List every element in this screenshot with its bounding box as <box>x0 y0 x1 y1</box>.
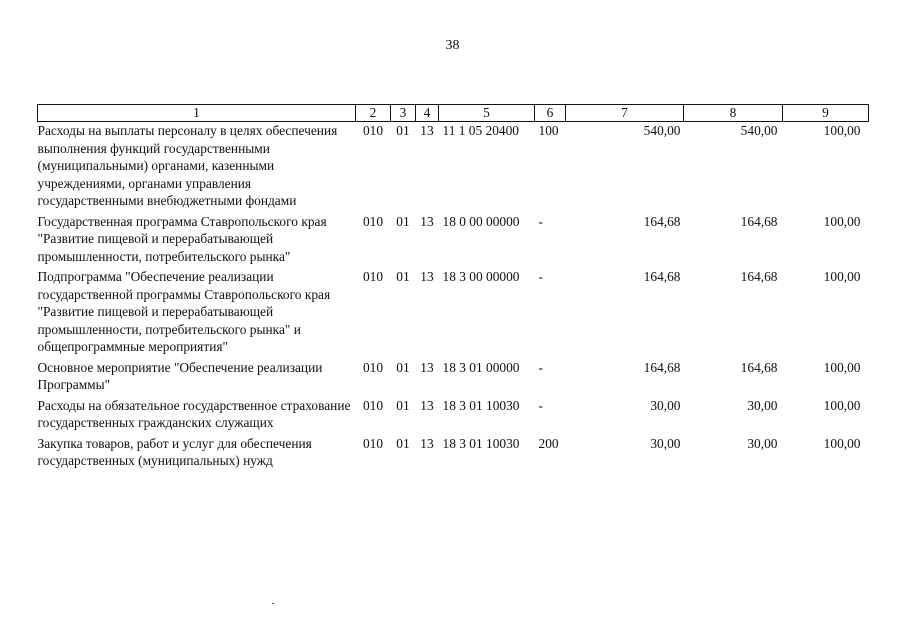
page-number: 38 <box>445 38 460 53</box>
row-subsection-code: 13 <box>420 397 434 413</box>
row-expense-type: - <box>538 359 543 375</box>
row-section-code: 01 <box>396 269 410 284</box>
row-amount-planned: 164,68 <box>643 359 681 375</box>
row-ministry-code: 010 <box>362 123 384 138</box>
row-name: Подпрограмма "Обеспечение реализации государственной программы Ставропольского края "Развитие пищевой и перерабатывающей промышленности, потребительского рынка" и общепрограммные мероприятия" <box>37 269 331 354</box>
row-target-article: 11 1 05 20400 <box>442 123 519 138</box>
row-percent: 100,00 <box>823 359 861 375</box>
row-name: Закупка товаров, работ и услуг для обеспечения государственных (муниципальных) нужд <box>37 435 312 468</box>
row-section-code: 01 <box>396 435 410 451</box>
column-header-1: 1 <box>38 105 356 122</box>
header-row <box>38 105 869 122</box>
row-expense-type: - <box>538 213 543 229</box>
column-header-5: 5 <box>439 105 535 122</box>
row-expense-type: 200 <box>538 435 559 451</box>
row-amount-planned: 164,68 <box>643 269 681 284</box>
row-amount-executed: 164,68 <box>740 359 778 375</box>
row-expense-type: - <box>538 397 543 413</box>
row-ministry-code: 010 <box>362 435 384 451</box>
row-amount-planned: 30,00 <box>650 435 681 451</box>
column-header-4: 4 <box>416 105 439 122</box>
table-row <box>38 268 869 359</box>
row-percent: 100,00 <box>823 435 861 451</box>
column-header-3: 3 <box>391 105 416 122</box>
row-expense-type: - <box>538 269 543 284</box>
row-amount-planned: 30,00 <box>650 397 681 413</box>
row-ministry-code: 010 <box>362 397 384 413</box>
row-target-article: 18 3 01 10030 <box>442 397 520 413</box>
column-header-2: 2 <box>356 105 391 122</box>
row-target-article: 18 3 01 00000 <box>442 359 520 375</box>
row-amount-planned: 540,00 <box>643 123 681 138</box>
table-row <box>38 359 869 397</box>
row-ministry-code: 010 <box>362 213 384 229</box>
row-subsection-code: 13 <box>420 359 434 375</box>
row-percent: 100,00 <box>823 397 861 413</box>
row-amount-executed: 164,68 <box>740 269 778 284</box>
row-section-code: 01 <box>396 359 410 375</box>
row-section-code: 01 <box>396 397 410 413</box>
row-amount-executed: 164,68 <box>740 213 778 229</box>
row-subsection-code: 13 <box>420 435 434 451</box>
row-subsection-code: 13 <box>420 269 434 284</box>
table-body <box>38 122 869 473</box>
row-subsection-code: 13 <box>420 213 434 229</box>
row-percent: 100,00 <box>823 213 861 229</box>
row-section-code: 01 <box>396 123 410 138</box>
table-row <box>38 435 869 473</box>
row-amount-executed: 540,00 <box>740 123 778 138</box>
column-header-8: 8 <box>684 105 783 122</box>
row-expense-type: 100 <box>538 123 559 138</box>
row-target-article: 18 0 00 00000 <box>442 213 520 229</box>
row-target-article: 18 3 01 10030 <box>442 435 520 451</box>
column-header-9: 9 <box>783 105 869 122</box>
scan-speck <box>272 603 274 604</box>
budget-table <box>37 104 869 473</box>
row-percent: 100,00 <box>823 123 861 138</box>
row-name: Расходы на выплаты персоналу в целях обеспечения выполнения функций государственными (муниципальными) органами, казенными учреждениями, органами управления государственными внебюджетными фондами <box>37 123 338 208</box>
row-ministry-code: 010 <box>362 359 384 375</box>
row-name: Основное мероприятие "Обеспечение реализации Программы" <box>37 359 323 392</box>
row-name: Государственная программа Ставропольского края "Развитие пищевой и перерабатывающей промышленности, потребительского рынка" <box>37 213 327 264</box>
table-row <box>38 213 869 269</box>
table-header <box>38 105 869 122</box>
row-percent: 100,00 <box>823 269 861 284</box>
row-amount-planned: 164,68 <box>643 213 681 229</box>
column-header-7: 7 <box>566 105 684 122</box>
row-target-article: 18 3 00 00000 <box>442 269 520 284</box>
table-row <box>38 122 869 213</box>
row-amount-executed: 30,00 <box>747 435 778 451</box>
table-row <box>38 397 869 435</box>
column-header-6: 6 <box>535 105 566 122</box>
row-ministry-code: 010 <box>362 269 384 284</box>
row-amount-executed: 30,00 <box>747 397 778 413</box>
row-name: Расходы на обязательное государственное страхование государственных гражданских служащих <box>37 397 351 430</box>
row-subsection-code: 13 <box>420 123 434 138</box>
row-section-code: 01 <box>396 213 410 229</box>
